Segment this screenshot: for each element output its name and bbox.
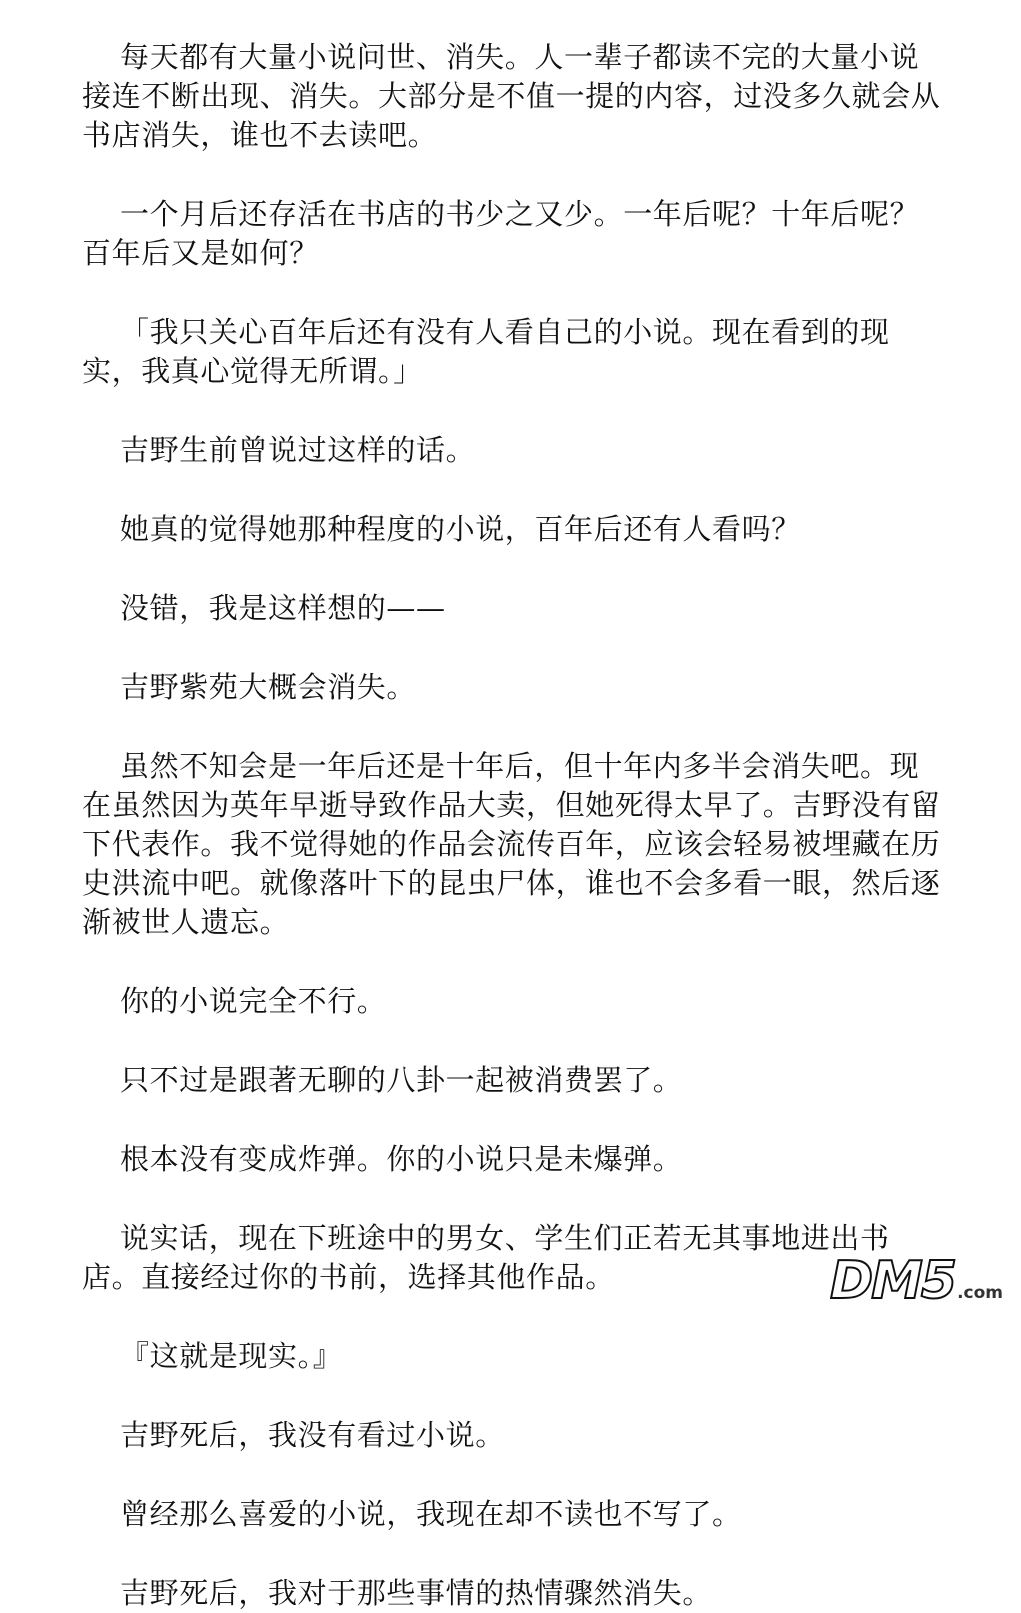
text-body: [82, 38, 948, 1613]
paragraph: 没错，我是这样想的——: [120, 591, 446, 625]
watermark-suffix: .com: [957, 1283, 1003, 1303]
paragraph: 说实话，现在下班途中的男女、学生们正若无其事地进出书店。直接经过你的书前，选择其他作品。: [82, 1221, 890, 1294]
paragraph: 你的小说完全不行。: [120, 984, 387, 1018]
paragraph: 吉野死后，我没有看过小说。: [120, 1418, 505, 1452]
paragraph: 虽然不知会是一年后还是十年后，但十年内多半会消失吧。现在虽然因为英年早逝导致作品大卖，但她死得太早了。吉野没有留下代表作。我不觉得她的作品会流传百年，应该会轻易被埋藏在历史洪流中吧。就像落叶下的昆虫尸体，谁也不会多看一眼，然后逐渐被世人遗忘。: [82, 749, 941, 939]
paragraph: 根本没有变成炸弹。你的小说只是未爆弹。: [120, 1142, 683, 1176]
paragraph: 只不过是跟著无聊的八卦一起被消费罢了。: [120, 1063, 683, 1097]
paragraph: 吉野生前曾说过这样的话。: [120, 433, 476, 467]
paragraph: 每天都有大量小说问世、消失。人一辈子都读不完的大量小说接连不断出现、消失。大部分是不值一提的内容，过没多久就会从书店消失，谁也不去读吧。: [82, 40, 941, 152]
paragraph: 『这就是现实。』: [120, 1339, 343, 1373]
watermark-main: DM5: [829, 1251, 956, 1311]
paragraph: 「我只关心百年后还有没有人看自己的小说。现在看到的现实，我真心觉得无所谓。」: [82, 315, 890, 388]
paragraph: 她真的觉得她那种程度的小说，百年后还有人看吗？: [120, 512, 801, 546]
paragraph: 曾经那么喜爱的小说，我现在却不读也不写了。: [120, 1497, 742, 1531]
site-watermark-logo: [829, 1251, 1003, 1311]
paragraph: 一个月后还存活在书店的书少之又少。一年后呢？十年后呢？百年后又是如何？: [82, 197, 920, 270]
paragraph: 吉野死后，我对于那些事情的热情骤然消失。: [120, 1576, 713, 1610]
paragraph: 吉野紫苑大概会消失。: [120, 670, 417, 704]
